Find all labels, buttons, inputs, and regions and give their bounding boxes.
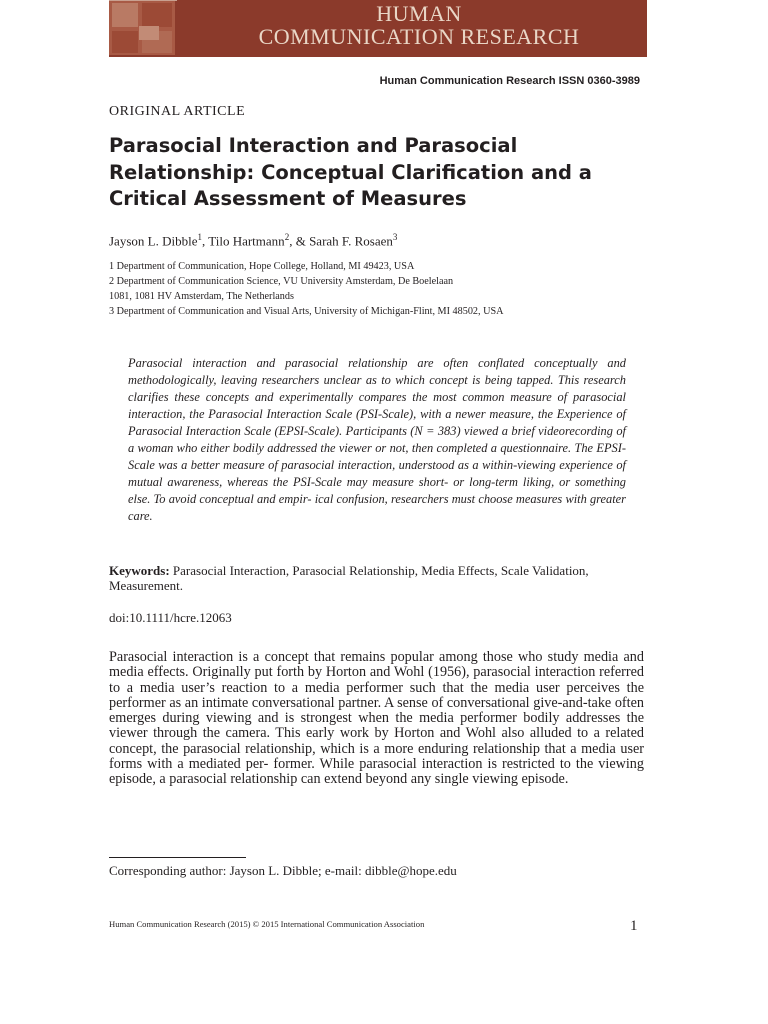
author-name: Jayson L. Dibble xyxy=(109,233,198,249)
author-affiliation-marker: 1 xyxy=(197,232,202,242)
journal-name-line2: COMMUNICATION RESEARCH xyxy=(258,24,580,49)
footnote-divider xyxy=(109,857,246,858)
article-title: Parasocial Interaction and Parasocial Relationship: Conceptual Clarification and a Critical Assessment of Measures xyxy=(109,134,592,210)
journal-logo-icon xyxy=(109,0,177,57)
affiliation-line: 1 Department of Communication, Hope College, Holland, MI 49423, USA xyxy=(109,261,415,272)
affiliation-line: 2 Department of Communication Science, VU University Amsterdam, De Boelelaan xyxy=(109,276,454,287)
article-type: ORIGINAL ARTICLE xyxy=(109,104,246,119)
author-name: Tilo Hartmann xyxy=(208,233,285,249)
corresponding-author: Corresponding author: Jayson L. Dibble; e-mail: dibble@hope.edu xyxy=(109,863,457,878)
keywords-label: Keywords: xyxy=(109,563,170,578)
abstract: Parasocial interaction and parasocial relationship are often conflated conceptually and methodologically, leaving researchers unclear as to which concept is being tapped. This research clarifies these concepts and experimentally compares the most common measure of parasocial interaction, the Parasocial Interaction Scale (PSI-Scale), with a newer measure, the Experience of Parasocial Interaction Scale (EPSI-Scale). Participants (N = 383) viewed a brief videorecording of a woman who either bodily addressed the viewer or not, then completed a questionnaire. The EPSI-Scale was a better measure of parasocial interaction, understood as a within-viewing experience of mutual awareness, whereas the PSI-Scale may measure short- or long-term liking, or something else. To avoid conceptual and empir- ical confusion, researchers must choose measures with greater care. xyxy=(128,356,626,523)
keywords-list: Parasocial Interaction, Parasocial Relationship, Media Effects, Scale Validation, Measurement. xyxy=(109,563,589,593)
page-number: 1 xyxy=(630,918,638,934)
issn-line: Human Communication Research ISSN 0360-3989 xyxy=(379,75,640,87)
affiliation-line: 3 Department of Communication and Visual Arts, University of Michigan-Flint, MI 48502, USA xyxy=(109,306,504,317)
journal-banner xyxy=(109,0,647,57)
affiliation-line: 1081, 1081 HV Amsterdam, The Netherlands xyxy=(109,291,294,302)
author-list: Jayson L. Dibble$^1$, Tilo Hartmann$^2$, & Sarah F. Rosaen$^3$ xyxy=(109,232,398,249)
body-paragraph: Parasocial interaction is a concept that remains popular among those who study media and media effects. Originally put forth by Horton and Wohl (1956), parasocial interaction referred to a media user’s reaction to a media performer such that the media user perceives the performer as an intimate conversational partner. A sense of conversational give-and-take often emerges during viewing and is strongest when the media performer bodily addresses the viewer through the camera. This early work by Horton and Wohl also alluded to a related concept, the parasocial relationship, which is a more enduring relationship that a media user forms with a mediated per- former. While parasocial interaction is restricted to the viewing episode, a parasocial relationship can extend beyond any single viewing episode. xyxy=(109,649,644,788)
journal-name-line1: HUMAN xyxy=(376,1,462,26)
footer-citation: Human Communication Research (2015) © 2015 International Communication Association xyxy=(109,919,425,929)
author-affiliation-marker: 3 xyxy=(392,232,398,242)
affiliations xyxy=(109,259,639,319)
keywords xyxy=(109,563,644,593)
journal-name xyxy=(219,2,619,48)
author-affiliation-marker: 2 xyxy=(284,232,290,242)
doi[interactable]: doi:10.1111/hcre.12063 xyxy=(109,610,232,625)
author-name: Sarah F. Rosaen xyxy=(309,233,393,249)
